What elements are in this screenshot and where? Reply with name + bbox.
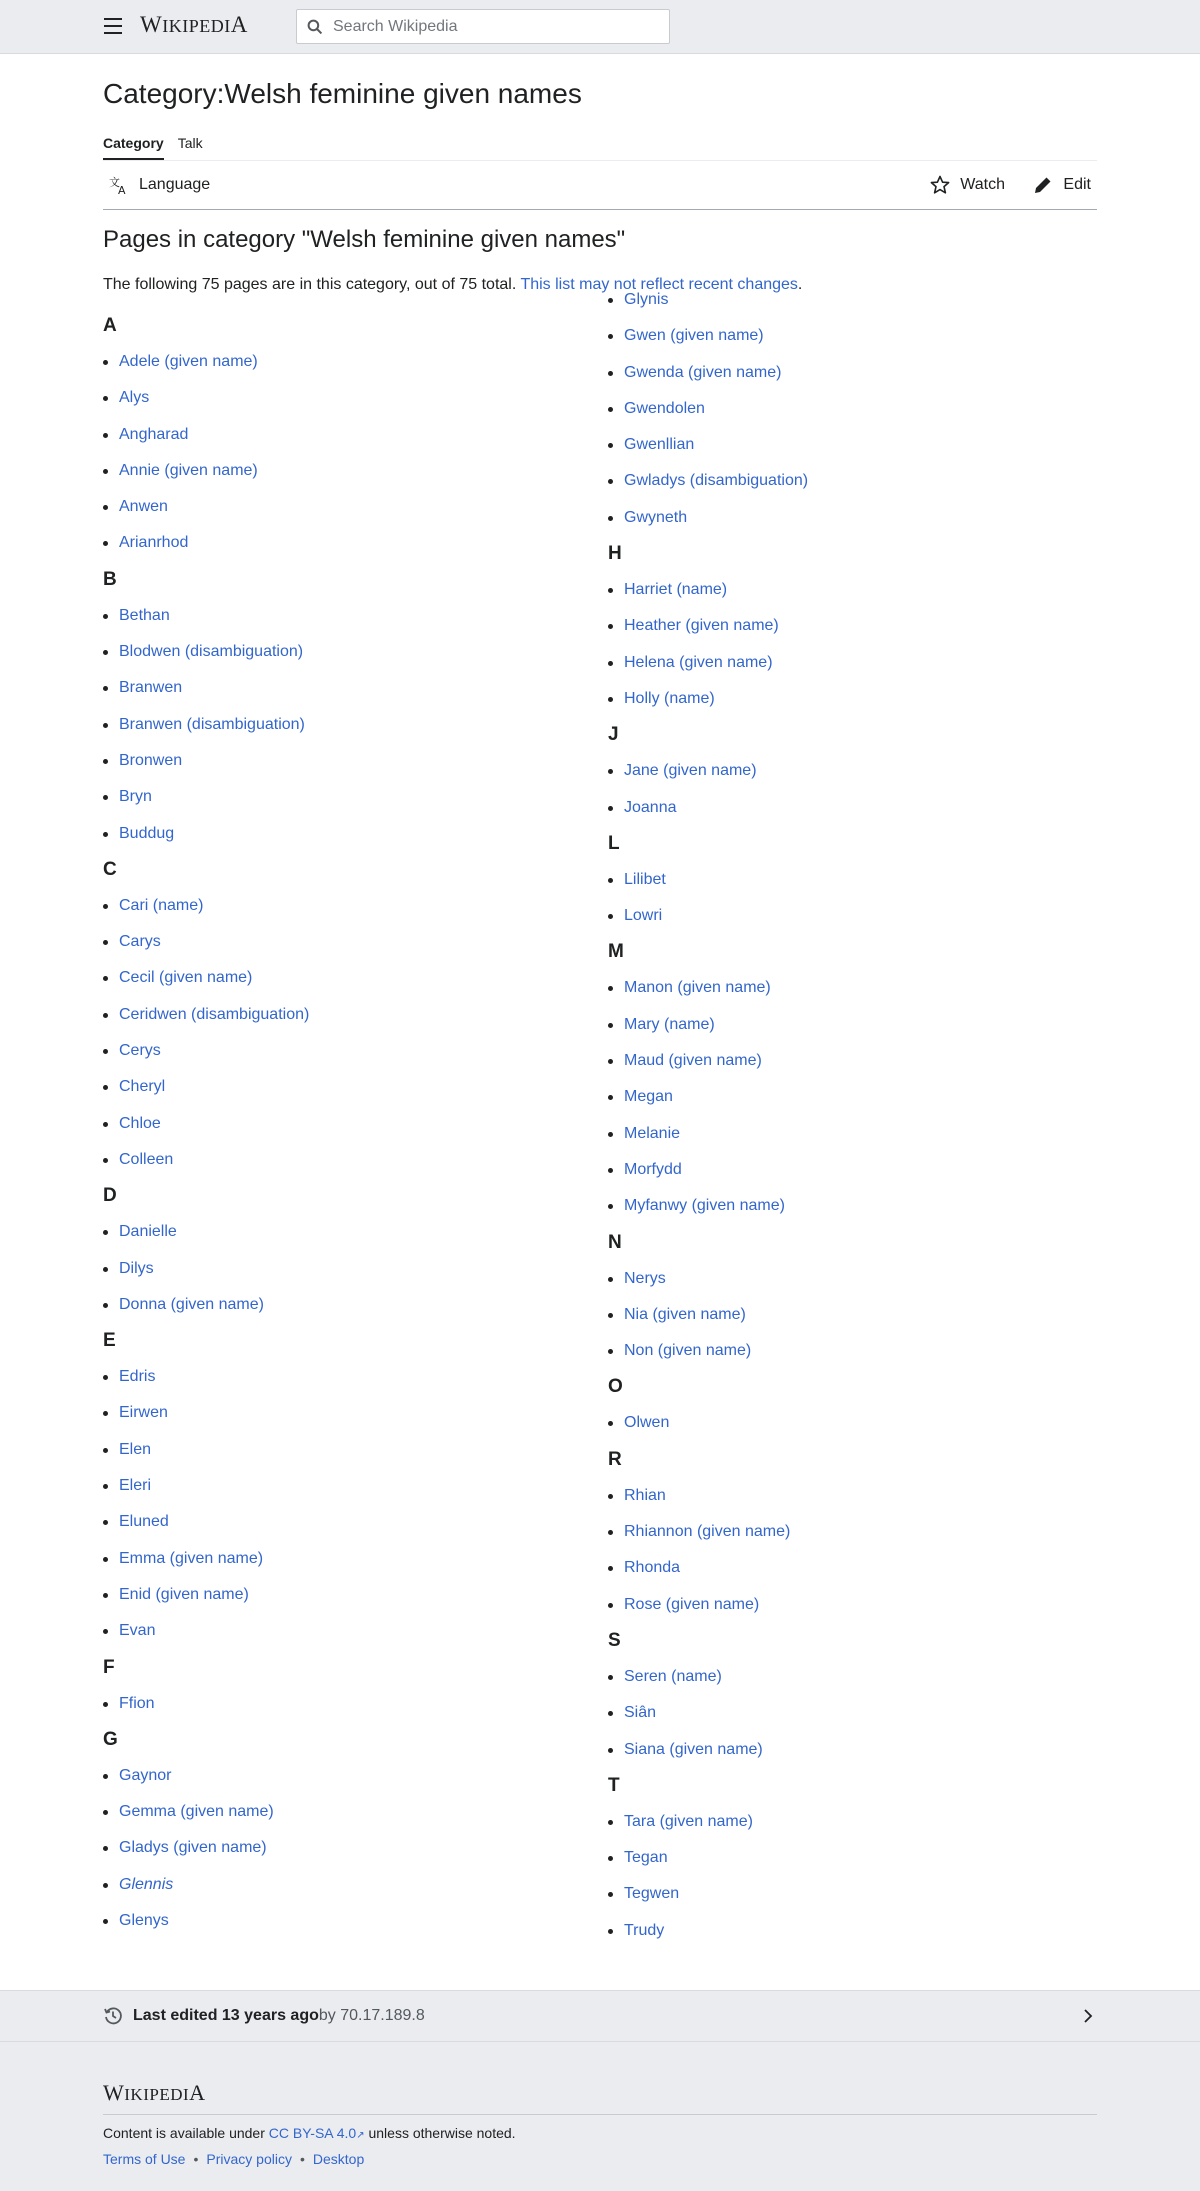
- list-item: [103, 1395, 583, 1431]
- page-list: [103, 598, 583, 852]
- last-edited-user: by 70.17.189.8: [318, 2007, 425, 2024]
- page-link[interactable]: Gwladys (disambiguation): [624, 472, 809, 490]
- list-item: [103, 670, 583, 706]
- page-link[interactable]: Edris: [119, 1368, 156, 1386]
- page-link[interactable]: Megan: [624, 1088, 673, 1106]
- category-column-right: [608, 282, 1088, 1949]
- page-tabs: [103, 130, 1097, 161]
- list-item: [103, 1033, 583, 1069]
- list-item: [103, 1613, 583, 1649]
- page-link[interactable]: Myfanwy (given name): [624, 1197, 785, 1215]
- page-link[interactable]: Gladys (given name): [119, 1839, 267, 1857]
- list-item: [608, 1297, 1088, 1333]
- page-list: [608, 753, 1088, 826]
- page-link[interactable]: Eluned: [119, 1513, 169, 1531]
- page-link[interactable]: Bryn: [119, 788, 152, 806]
- privacy-policy-link[interactable]: Privacy policy: [206, 2151, 292, 2167]
- group-letter-c: C: [103, 858, 117, 880]
- list-item: [608, 1695, 1088, 1731]
- page-link[interactable]: Buddug: [119, 824, 175, 842]
- list-item: [608, 1405, 1088, 1441]
- list-item: [608, 1007, 1088, 1043]
- list-item: [608, 391, 1088, 427]
- list-item: [608, 645, 1088, 681]
- page-link[interactable]: Arianrhod: [119, 534, 189, 552]
- page-link[interactable]: Enid (given name): [119, 1585, 249, 1603]
- footer: [0, 2042, 1200, 2191]
- search-icon: [307, 19, 323, 35]
- page-link[interactable]: Blodwen (disambiguation): [119, 643, 304, 661]
- page-link[interactable]: Gwen (given name): [624, 327, 764, 345]
- page-link[interactable]: Emma (given name): [119, 1549, 264, 1567]
- list-item: [103, 1577, 583, 1613]
- group-letter-r: R: [608, 1448, 622, 1470]
- history-icon: [103, 2006, 123, 2026]
- star-icon: [930, 175, 950, 195]
- search-box[interactable]: [296, 9, 670, 44]
- page-link[interactable]: Annie (given name): [119, 461, 258, 479]
- page-link[interactable]: Lilibet: [624, 870, 666, 888]
- list-item: [608, 790, 1088, 826]
- page-link[interactable]: Angharad: [119, 425, 189, 443]
- page-link[interactable]: Tegwen: [624, 1885, 680, 1903]
- edit-button[interactable]: [1033, 175, 1091, 195]
- language-icon: [109, 175, 129, 195]
- group-letter-a: A: [103, 315, 117, 336]
- page-link[interactable]: Ceridwen (disambiguation): [119, 1005, 310, 1023]
- list-item: [608, 572, 1088, 608]
- list-item: [103, 1251, 583, 1287]
- page-list: [608, 970, 1088, 1224]
- page-link[interactable]: Chloe: [119, 1114, 161, 1132]
- category-column-left: [103, 308, 583, 1939]
- license-link[interactable]: CC BY-SA 4.0: [268, 2125, 357, 2141]
- page-list: [103, 344, 583, 562]
- page-list: [608, 1659, 1088, 1768]
- list-item: [608, 608, 1088, 644]
- watch-button[interactable]: [930, 175, 1005, 195]
- page-list: [608, 572, 1088, 717]
- list-item: [608, 1587, 1088, 1623]
- page-link[interactable]: Rose (given name): [624, 1595, 760, 1613]
- last-edited-bar[interactable]: [0, 1990, 1200, 2042]
- page-list: [103, 1359, 583, 1649]
- page-list: [103, 1758, 583, 1939]
- group-letter-g: G: [103, 1728, 118, 1750]
- list-item: [608, 1913, 1088, 1949]
- list-item: [103, 1830, 583, 1866]
- page-link[interactable]: Non (given name): [624, 1342, 752, 1360]
- page-link[interactable]: Danielle: [119, 1223, 177, 1241]
- language-button[interactable]: [109, 175, 210, 195]
- list-item: [103, 417, 583, 453]
- list-item: [608, 1514, 1088, 1550]
- page-link[interactable]: Branwen: [119, 679, 183, 697]
- page-link[interactable]: Glynis: [624, 291, 669, 308]
- page-link[interactable]: Rhian: [624, 1486, 666, 1504]
- page-link[interactable]: Rhonda: [624, 1559, 681, 1577]
- section-heading: Pages in category "Welsh feminine given names": [103, 226, 626, 253]
- page-link[interactable]: Elen: [119, 1440, 152, 1458]
- group-letter-n: N: [608, 1231, 622, 1253]
- group-letter-s: S: [608, 1629, 621, 1651]
- footer-wordmark: WIKIPEDIA: [103, 2080, 1097, 2115]
- list-item: [608, 1550, 1088, 1586]
- list-item: [103, 1069, 583, 1105]
- list-item: [608, 1043, 1088, 1079]
- tab-talk[interactable]: Talk: [177, 135, 203, 151]
- intro-text: The following 75 pages are in this category, out of 75 total.: [103, 276, 521, 293]
- list-item: [103, 634, 583, 670]
- list-item: [608, 500, 1088, 536]
- list-item: [608, 1804, 1088, 1840]
- list-item: [608, 1333, 1088, 1369]
- page-link[interactable]: Gwendolen: [624, 399, 705, 417]
- main-content: [103, 54, 1097, 1939]
- page-link[interactable]: Evan: [119, 1622, 156, 1640]
- page-link[interactable]: Bronwen: [119, 751, 183, 769]
- intro-period: .: [797, 276, 803, 293]
- list-item: [608, 1188, 1088, 1224]
- page-list: [608, 1261, 1088, 1370]
- list-item: [103, 453, 583, 489]
- list-item: [608, 898, 1088, 934]
- page-link[interactable]: Glenys: [119, 1911, 169, 1929]
- page-link[interactable]: Tegan: [624, 1849, 668, 1867]
- chevron-right-icon[interactable]: [1080, 2008, 1096, 2024]
- list-item: [103, 1142, 583, 1178]
- group-letter-m: M: [608, 941, 624, 963]
- page-link[interactable]: Nerys: [624, 1269, 666, 1287]
- list-item: [103, 525, 583, 561]
- page-link[interactable]: Gwenllian: [624, 436, 695, 454]
- list-item: [103, 997, 583, 1033]
- last-edited-time: Last edited 13 years ago: [133, 2007, 319, 2024]
- page-link[interactable]: Tara (given name): [624, 1812, 753, 1830]
- page-list: [103, 888, 583, 1178]
- page-link[interactable]: Gemma (given name): [119, 1803, 274, 1821]
- page-link[interactable]: Mary (name): [624, 1015, 715, 1033]
- page-link[interactable]: Nia (given name): [624, 1305, 746, 1323]
- list-item: [103, 888, 583, 924]
- page-link[interactable]: Manon (given name): [624, 979, 771, 997]
- list-item: [103, 1867, 583, 1903]
- list-item: [103, 1359, 583, 1395]
- list-item: [103, 1287, 583, 1323]
- list-item: [608, 318, 1088, 354]
- list-item: [103, 598, 583, 634]
- list-item: [608, 1152, 1088, 1188]
- list-item: [103, 344, 583, 380]
- list-item: [608, 970, 1088, 1006]
- list-item: [608, 1079, 1088, 1115]
- list-item: [103, 1541, 583, 1577]
- list-item: [608, 355, 1088, 391]
- list-item: [608, 1478, 1088, 1514]
- page-link[interactable]: Gwyneth: [624, 508, 688, 526]
- page-link[interactable]: Colleen: [119, 1150, 174, 1168]
- footer-links: Terms of Use • Privacy policy • Desktop: [103, 2151, 365, 2167]
- list-item: [608, 1732, 1088, 1768]
- list-item: [103, 960, 583, 996]
- language-label: Language: [139, 176, 211, 193]
- list-item: [608, 681, 1088, 717]
- header: [0, 0, 1200, 54]
- page-list: [608, 862, 1088, 935]
- list-item: [103, 1758, 583, 1794]
- terms-of-use-link[interactable]: Terms of Use: [103, 2151, 186, 2167]
- recent-changes-link[interactable]: This list may not reflect recent changes: [520, 276, 798, 293]
- list-item: [103, 1504, 583, 1540]
- page-link[interactable]: Gwenda (given name): [624, 363, 782, 381]
- list-item: [608, 753, 1088, 789]
- list-item: [103, 816, 583, 852]
- page-link[interactable]: Cheryl: [119, 1078, 166, 1096]
- page-link[interactable]: Helena (given name): [624, 653, 773, 671]
- page-link[interactable]: Morfydd: [624, 1160, 682, 1178]
- page-link[interactable]: Bethan: [119, 606, 170, 624]
- license-text: Content is available under CC BY-SA 4.0↗ unless otherwise noted.: [103, 2125, 516, 2141]
- group-letter-e: E: [103, 1330, 116, 1352]
- page-link[interactable]: Jane (given name): [624, 762, 757, 780]
- svg-text:文: 文: [109, 176, 120, 189]
- page-link[interactable]: Holly (name): [624, 689, 715, 707]
- page-link[interactable]: Rhiannon (given name): [624, 1523, 791, 1541]
- watch-label: Watch: [960, 176, 1005, 193]
- page-title: Category:Welsh feminine given names: [103, 78, 582, 109]
- list-item: [608, 862, 1088, 898]
- edit-label: Edit: [1063, 176, 1091, 193]
- page-toolbar: [103, 161, 1097, 210]
- page-list: [608, 282, 1088, 536]
- list-item: [103, 489, 583, 525]
- page-link[interactable]: Gaynor: [119, 1766, 172, 1784]
- group-letter-j: J: [608, 724, 619, 746]
- list-item: [608, 1876, 1088, 1912]
- list-item: [103, 1214, 583, 1250]
- page-link[interactable]: Joanna: [624, 798, 677, 816]
- page-link[interactable]: Eleri: [119, 1477, 152, 1495]
- page-link[interactable]: Eirwen: [119, 1404, 168, 1422]
- external-link-icon: ↗: [356, 2130, 365, 2141]
- page-list: [103, 1214, 583, 1323]
- page-list: [608, 1405, 1088, 1441]
- svg-text:A: A: [118, 184, 126, 195]
- page-link[interactable]: Adele (given name): [119, 353, 258, 370]
- page-link[interactable]: Cecil (given name): [119, 969, 253, 987]
- page-link[interactable]: Melanie: [624, 1124, 681, 1142]
- desktop-link[interactable]: Desktop: [312, 2151, 365, 2167]
- group-letter-f: F: [103, 1656, 115, 1678]
- page-link[interactable]: Donna (given name): [119, 1295, 264, 1313]
- list-item: [608, 1261, 1088, 1297]
- page-list: [608, 1804, 1088, 1949]
- group-letter-h: H: [608, 543, 622, 565]
- page-list: [608, 1478, 1088, 1623]
- page-link[interactable]: Carys: [119, 933, 161, 951]
- page-link[interactable]: Seren (name): [624, 1667, 722, 1685]
- tab-category[interactable]: Category: [103, 130, 164, 160]
- list-item: [103, 1106, 583, 1142]
- hamburger-menu-icon[interactable]: [104, 18, 122, 34]
- page-link[interactable]: Dilys: [119, 1259, 154, 1277]
- page-link[interactable]: Maud (given name): [624, 1052, 762, 1070]
- list-item: [103, 707, 583, 743]
- page-link[interactable]: Trudy: [624, 1921, 665, 1939]
- group-letter-l: L: [608, 832, 620, 854]
- list-item: [103, 924, 583, 960]
- page-link[interactable]: Harriet (name): [624, 581, 728, 599]
- list-item: [103, 779, 583, 815]
- list-item: [103, 1903, 583, 1939]
- page-list: [103, 1686, 583, 1722]
- wikipedia-wordmark[interactable]: WIKIPEDIA: [140, 12, 248, 37]
- group-letter-t: T: [608, 1774, 620, 1796]
- group-letter-d: D: [103, 1185, 117, 1207]
- list-item: [103, 743, 583, 779]
- list-item: [608, 463, 1088, 499]
- list-item: [608, 1659, 1088, 1695]
- group-letter-b: B: [103, 568, 117, 590]
- list-item: [103, 1686, 583, 1722]
- list-item: [608, 1116, 1088, 1152]
- page-link[interactable]: Glennis: [119, 1875, 174, 1893]
- list-item: [608, 427, 1088, 463]
- list-item: [103, 1468, 583, 1504]
- page-link[interactable]: Heather (given name): [624, 617, 779, 635]
- page-link[interactable]: Cari (name): [119, 896, 204, 914]
- page-link[interactable]: Lowri: [624, 907, 663, 925]
- list-item: [608, 1840, 1088, 1876]
- search-input[interactable]: [331, 17, 655, 37]
- page-link[interactable]: Branwen (disambiguation): [119, 715, 305, 733]
- list-item: [608, 282, 1088, 318]
- page-link[interactable]: Alys: [119, 389, 150, 407]
- page-link[interactable]: Ffion: [119, 1694, 155, 1712]
- page-link[interactable]: Anwen: [119, 498, 168, 516]
- group-letter-o: O: [608, 1376, 623, 1398]
- page-link[interactable]: Siana (given name): [624, 1740, 763, 1758]
- page-link[interactable]: Siân: [624, 1704, 657, 1722]
- list-item: [103, 380, 583, 416]
- list-item: [103, 1432, 583, 1468]
- page-link[interactable]: Cerys: [119, 1042, 161, 1060]
- page-link[interactable]: Olwen: [624, 1414, 670, 1432]
- list-item: [103, 1794, 583, 1830]
- pencil-icon: [1033, 175, 1053, 195]
